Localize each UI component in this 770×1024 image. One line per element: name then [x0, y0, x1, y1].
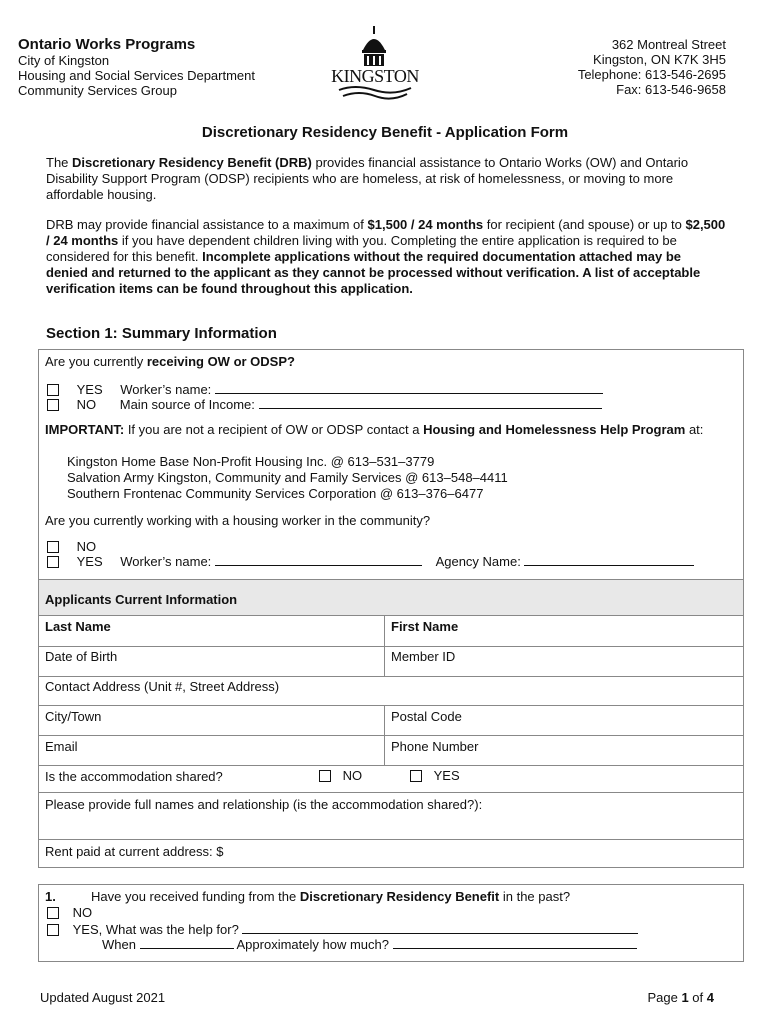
email-label: Email — [45, 739, 78, 754]
city-hall-dome-icon — [325, 24, 425, 102]
dept-line-2: Housing and Social Services Department — [18, 68, 256, 83]
how-much-field[interactable] — [393, 936, 637, 949]
housing-no-checkbox[interactable] — [47, 541, 59, 553]
first-name-input[interactable] — [385, 634, 743, 646]
intro-paragraph-1: The Discretionary Residency Benefit (DRB) provides financial assistance to Ontario Works (OW) and Ontario Disability Support Program (ODSP) recipients who are homeless, at risk of homelessness, or moving to more affordable housing. — [46, 155, 689, 202]
form-title: Discretionary Residency Benefit - Application Form — [201, 124, 569, 141]
page-indicator: Page 1 of 4 — [647, 990, 714, 1005]
postal-label: Postal Code — [391, 709, 462, 724]
main-income-field[interactable] — [259, 396, 602, 409]
q1-no-row: NO — [47, 905, 92, 920]
applicant-heading: Applicants Current Information — [45, 592, 238, 607]
summary-box — [38, 349, 744, 580]
logo-text: KINGSTON — [331, 66, 419, 86]
help-for-field[interactable] — [242, 921, 638, 934]
question-1-text: Have you received funding from the Discretionary Residency Benefit in the past? — [91, 889, 571, 904]
dept-line-3: Community Services Group — [18, 83, 177, 98]
shared-no-checkbox[interactable] — [319, 770, 331, 782]
names-relationship-label: Please provide full names and relationship (is the accommodation shared?): — [45, 797, 483, 812]
receiving-question: Are you currently receiving OW or ODSP? — [45, 354, 295, 369]
header-left — [18, 36, 338, 98]
shared-question: Is the accommodation shared? — [45, 769, 223, 784]
dept-line-1: City of Kingston — [18, 53, 110, 68]
rent-paid-label: Rent paid at current address: $ — [45, 844, 224, 859]
housing-yes-checkbox[interactable] — [47, 556, 59, 568]
header-right — [578, 37, 726, 97]
question-1-number: 1. — [45, 889, 56, 904]
telephone-line: Telephone: 613-546-2695 — [577, 67, 726, 82]
names-relationship-input[interactable] — [39, 813, 743, 839]
receiving-no-checkbox[interactable] — [47, 399, 59, 411]
program-title: Ontario Works Programs — [18, 36, 196, 53]
housing-worker-name-field[interactable] — [215, 553, 422, 566]
q1-no-checkbox[interactable] — [47, 907, 59, 919]
workers-name-field[interactable] — [215, 381, 603, 394]
contact-item: Salvation Army Kingston, Community and Family Services @ 613–548–4411 — [67, 470, 508, 485]
contacts-list — [67, 454, 508, 502]
updated-date: Updated August 2021 — [40, 990, 166, 1005]
last-name-label: Last Name — [45, 619, 111, 634]
member-id-label: Member ID — [391, 649, 456, 664]
dob-label: Date of Birth — [45, 649, 118, 664]
q1-yes-checkbox[interactable] — [47, 924, 59, 936]
city-line: Kingston, ON K7K 3H5 — [593, 52, 726, 67]
housing-no-row: NO — [47, 539, 96, 554]
agency-name-field[interactable] — [524, 553, 694, 566]
important-note: IMPORTANT: If you are not a recipient of OW or ODSP contact a Housing and Homelessness Help Program at: — [45, 422, 704, 437]
housing-worker-question: Are you currently working with a housing worker in the community? — [45, 513, 431, 528]
contact-item: Kingston Home Base Non-Profit Housing Inc. @ 613–531–3779 — [67, 454, 435, 469]
applicant-table — [38, 579, 744, 868]
question-1-box — [38, 884, 744, 962]
dob-input[interactable] — [39, 664, 384, 676]
city-label: City/Town — [45, 709, 102, 724]
section-1-heading: Section 1: Summary Information — [46, 325, 277, 342]
intro-paragraph-2: DRB may provide financial assistance to a maximum of $1,500 / 24 months for recipient (and spouse) or up to $2,500 / 24 months if you have dependent children living with you. Completing the entire application is required to be considered for this benefit. Incomplete applications without the required documentation attached may be denied and returned to the applicant as they cannot be processed without verification. A list of acceptable verification items can be found throughout this application. — [46, 217, 726, 296]
last-name-input[interactable] — [39, 634, 384, 646]
member-id-input[interactable] — [385, 664, 743, 676]
fax-line: Fax: 613-546-9658 — [616, 82, 726, 97]
contact-item: Southern Frontenac Community Services Corporation @ 613–376–6477 — [67, 486, 484, 501]
first-name-label: First Name — [391, 619, 459, 634]
shared-yes-row: YES — [410, 768, 460, 783]
address-line: 362 Montreal Street — [611, 37, 726, 52]
when-field[interactable] — [140, 936, 234, 949]
receiving-yes-row: YES Worker’s name: — [47, 381, 603, 397]
phone-label: Phone Number — [391, 739, 479, 754]
q1-when-row: When Approximately how much? — [102, 936, 637, 952]
housing-yes-row: YES Worker’s name: Agency Name: — [47, 553, 737, 569]
kingston-logo — [325, 24, 425, 102]
receiving-no-row: NO Main source of Income: — [47, 396, 602, 412]
shared-yes-checkbox[interactable] — [410, 770, 422, 782]
q1-yes-row: YES, What was the help for? — [47, 921, 638, 937]
receiving-yes-checkbox[interactable] — [47, 384, 59, 396]
contact-address-label: Contact Address (Unit #, Street Address) — [45, 679, 280, 694]
shared-no-row: NO — [319, 768, 362, 783]
